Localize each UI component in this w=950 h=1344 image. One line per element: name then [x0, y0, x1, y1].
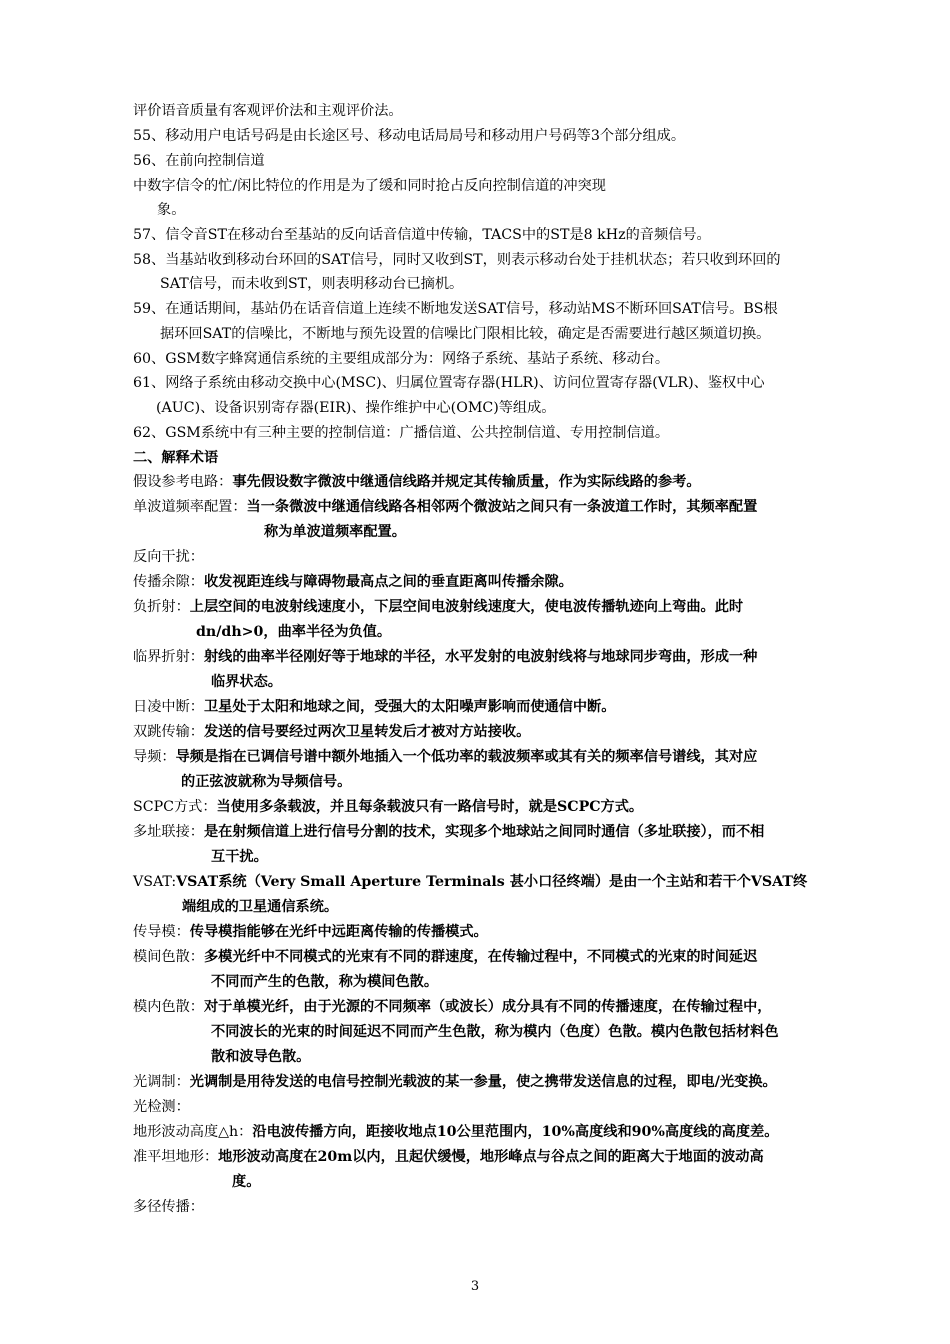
term-label: 地形波动高度△h： — [133, 1124, 253, 1140]
text-line: 61、网络子系统由移动交换中心(MSC)、归属位置寄存器(HLR)、访问位置寄存器(VLR)、鉴权中心 — [133, 375, 765, 391]
term-definition: 地形波动高度在20m以内，且起伏缓慢，地形峰点与谷点之间的距离大于地面的波动高 — [218, 1149, 764, 1165]
term-entry — [133, 1120, 778, 1144]
text-line: 58、当基站收到移动台环回的SAT信号，同时又收到ST，则表示移动台处于挂机状态；若只收到环回的 — [133, 252, 781, 268]
term-entry — [133, 1195, 204, 1219]
term-label: SCPC方式： — [133, 799, 217, 815]
term-label: 光调制： — [133, 1074, 190, 1090]
term-definition: 是在射频信道上进行信号分割的技术，实现多个地球站之间同时通信（多址联接），而不相 — [203, 824, 765, 840]
term-definition-cont: dn/dh>0，曲率半径为负值。 — [196, 624, 392, 640]
term-definition-cont: 散和波导色散。 — [211, 1049, 311, 1065]
term-entry — [133, 1145, 764, 1169]
term-definition-cont: 的正弦波就称为导频信号。 — [181, 774, 352, 790]
text-line: 62、GSM系统中有三种主要的控制信道：广播信道、公共控制信道、专用控制信道。 — [133, 425, 670, 441]
term-definition: 光调制是用待发送的电信号控制光载波的某一参量，使之携带发送信息的过程，即电/光变换。 — [189, 1074, 777, 1090]
term-entry — [133, 720, 530, 744]
term-entry — [133, 945, 757, 969]
term-label: 模间色散： — [133, 949, 204, 965]
term-entry — [133, 545, 204, 569]
term-entry — [133, 470, 701, 494]
term-label: 准平坦地形： — [133, 1149, 219, 1165]
term-definition-cont: 互干扰。 — [211, 849, 268, 865]
term-label: 假设参考电路： — [133, 474, 233, 490]
term-entry — [133, 595, 743, 619]
term-definition-cont: 端组成的卫星通信系统。 — [182, 899, 339, 915]
text-line: 55、移动用户电话号码是由长途区号、移动电话局局号和移动用户号码等3个部分组成。 — [133, 128, 686, 144]
section-heading: 二、解释术语 — [133, 450, 219, 466]
text-line: 据环回SAT的信噪比，不断地与预先设置的信噪比门限相比较，确定是否需要进行越区频道切换。 — [160, 326, 771, 342]
term-entry — [133, 920, 488, 944]
term-label: 双跳传输： — [133, 724, 204, 740]
term-definition: 导频是指在已调信号谱中额外地插入一个低功率的载波频率或其有关的频率信号谱线，其对应 — [175, 749, 758, 765]
term-entry — [133, 495, 757, 519]
term-definition: 对于单模光纤，由于光源的不同频率（或波长）成分具有不同的传播速度，在传输过程中， — [203, 999, 772, 1015]
term-definition: 事先假设数字微波中继通信线路并规定其传输质量，作为实际线路的参考。 — [232, 474, 701, 490]
term-entry — [133, 745, 757, 769]
term-entry — [133, 645, 757, 669]
term-definition: 多模光纤中不同模式的光束有不同的群速度，在传输过程中，不同模式的光束的时间延迟 — [203, 949, 758, 965]
term-label: 单波道频率配置： — [133, 499, 247, 515]
term-label: 临界折射： — [133, 649, 204, 665]
term-entry — [133, 570, 573, 594]
term-entry — [133, 1095, 190, 1119]
term-entry — [133, 695, 615, 719]
term-definition: 发送的信号要经过两次卫星转发后才被对方站接收。 — [203, 724, 531, 740]
text-line: SAT信号，而未收到ST，则表明移动台已摘机。 — [160, 276, 464, 292]
term-definition-cont: 称为单波道频率配置。 — [264, 524, 406, 540]
text-line: 评价语音质量有客观评价法和主观评价法。 — [133, 103, 403, 119]
text-line: 59、在通话期间，基站仍在话音信道上连续不断地发送SAT信号，移动站MS不断环回SAT信号。BS根 — [133, 301, 778, 317]
term-entry — [133, 820, 764, 844]
term-definition: VSAT系统（Very Small Aperture Terminals 甚小口径终端）是由一个主站和若干个VSAT终 — [176, 874, 808, 890]
term-entry — [133, 870, 807, 894]
term-entry — [133, 795, 643, 819]
term-label: 负折射： — [133, 599, 190, 615]
term-label: 日凌中断： — [133, 699, 204, 715]
term-definition-cont: 临界状态。 — [211, 674, 282, 690]
text-line: 象。 — [157, 202, 186, 218]
term-label: 多址联接： — [133, 824, 204, 840]
term-definition: 沿电波传播方向，距接收地点10公里范围内，10%高度线和90%高度线的高度差。 — [252, 1124, 779, 1140]
term-definition: 当使用多条载波，并且每条载波只有一路信号时，就是SCPC方式。 — [216, 799, 644, 815]
term-label: 反向干扰： — [133, 549, 204, 565]
text-line: 56、在前向控制信道 — [133, 153, 265, 169]
term-definition-cont: 不同波长的光束的时间延迟不同而产生色散，称为模内（色度）色散。模内色散包括材料色 — [211, 1024, 779, 1040]
term-label: 光检测： — [133, 1099, 190, 1115]
term-definition: 当一条微波中继通信线路各相邻两个微波站之间只有一条波道工作时，其频率配置 — [246, 499, 758, 515]
term-label: VSAT: — [133, 874, 177, 890]
term-entry — [133, 1070, 777, 1094]
page-number: 3 — [470, 1279, 480, 1294]
text-line: (AUC)、设备识别寄存器(EIR)、操作维护中心(OMC)等组成。 — [156, 400, 556, 416]
term-definition-cont: 度。 — [232, 1174, 261, 1190]
term-label: 模内色散： — [133, 999, 204, 1015]
term-definition: 上层空间的电波射线速度小，下层空间电波射线速度大，使电波传播轨迹向上弯曲。此时 — [189, 599, 744, 615]
term-definition: 射线的曲率半径刚好等于地球的半径，水平发射的电波射线将与地球同步弯曲，形成一种 — [203, 649, 758, 665]
text-line: 中数字信令的忙/闲比特位的作用是为了缓和同时抢占反向控制信道的冲突现 — [133, 178, 606, 194]
term-entry — [133, 995, 771, 1019]
term-definition: 传导模指能够在光纤中远距离传输的传播模式。 — [189, 924, 488, 940]
term-definition: 卫星处于太阳和地球之间，受强大的太阳噪声影响而使通信中断。 — [203, 699, 616, 715]
term-label: 传导模： — [133, 924, 190, 940]
term-definition: 收发视距连线与障碍物最高点之间的垂直距离叫传播余隙。 — [203, 574, 573, 590]
term-label: 传播余隙： — [133, 574, 204, 590]
term-label: 多径传播： — [133, 1199, 204, 1215]
term-label: 导频： — [133, 749, 176, 765]
text-line: 57、信令音ST在移动台至基站的反向话音信道中传输，TACS中的ST是8 kHz的音频信号。 — [133, 227, 711, 243]
term-definition-cont: 不同而产生的色散，称为模间色散。 — [211, 974, 439, 990]
text-line: 60、GSM数字蜂窝通信系统的主要组成部分为：网络子系统、基站子系统、移动台。 — [133, 351, 670, 367]
